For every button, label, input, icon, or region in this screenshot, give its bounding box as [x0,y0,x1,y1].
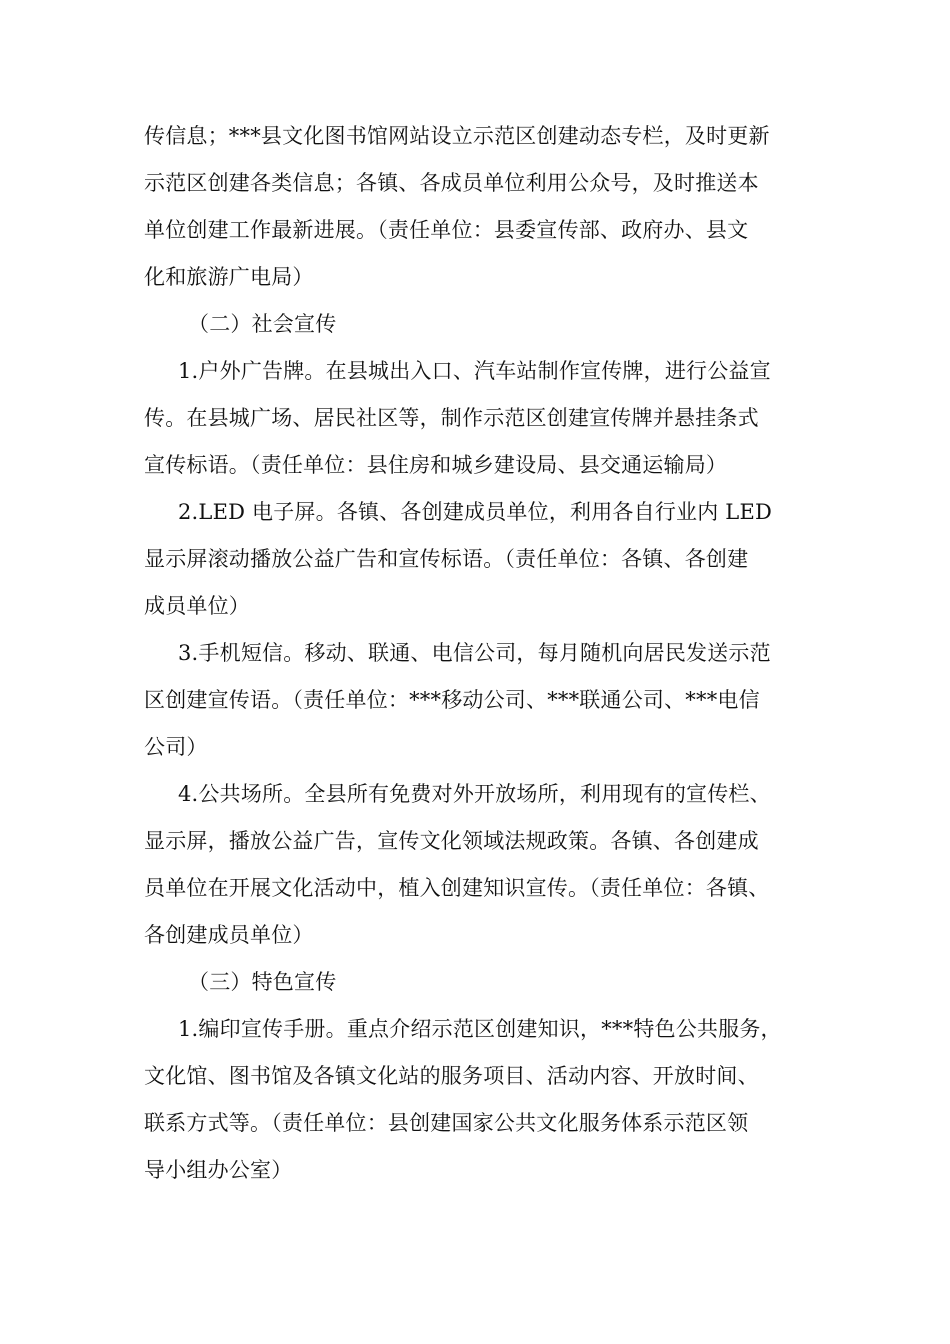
section-heading: （三）特色宣传 [188,970,337,994]
text-line: 1.户外广告牌。在县城出入口、汽车站制作宣传牌，进行公益宣 [178,359,771,383]
text-line: 传。在县城广场、居民社区等，制作示范区创建宣传牌并悬挂条式 [144,406,759,430]
text-line: 2.LED 电子屏。各镇、各创建成员单位，利用各自行业内 LED [178,500,773,524]
text-line: 显示屏滚动播放公益广告和宣传标语。（责任单位：各镇、各创建 [144,547,749,571]
text-line: 1.编印宣传手册。重点介绍示范区创建知识，***特色公共服务， [178,1017,782,1041]
text-line: 联系方式等。（责任单位：县创建国家公共文化服务体系示范区领 [144,1111,749,1135]
text-line: 区创建宣传语。（责任单位：***移动公司、***联通公司、***电信 [144,688,760,712]
text-line: 文化馆、图书馆及各镇文化站的服务项目、活动内容、开放时间、 [144,1064,759,1088]
text-line: 成员单位） [144,594,250,618]
text-line: 化和旅游广电局） [144,265,314,289]
text-line: 4.公共场所。全县所有免费对外开放场所，利用现有的宣传栏、 [178,782,771,806]
text-line: 传信息；***县文化图书馆网站设立示范区创建动态专栏，及时更新 [144,124,770,148]
text-line: 员单位在开展文化活动中，植入创建知识宣传。（责任单位：各镇、 [144,876,770,900]
text-line: 公司） [144,735,208,759]
text-line: 宣传标语。（责任单位：县住房和城乡建设局、县交通运输局） [144,453,728,477]
text-line: 导小组办公室） [144,1158,293,1182]
text-line: 示范区创建各类信息；各镇、各成员单位利用公众号，及时推送本 [144,171,759,195]
text-line: 3.手机短信。移动、联通、电信公司，每月随机向居民发送示范 [178,641,771,665]
text-line: 各创建成员单位） [144,923,314,947]
text-line: 显示屏，播放公益广告，宣传文化领域法规政策。各镇、各创建成 [144,829,759,853]
section-heading: （二）社会宣传 [188,312,337,336]
text-line: 单位创建工作最新进展。（责任单位：县委宣传部、政府办、县文 [144,218,749,242]
